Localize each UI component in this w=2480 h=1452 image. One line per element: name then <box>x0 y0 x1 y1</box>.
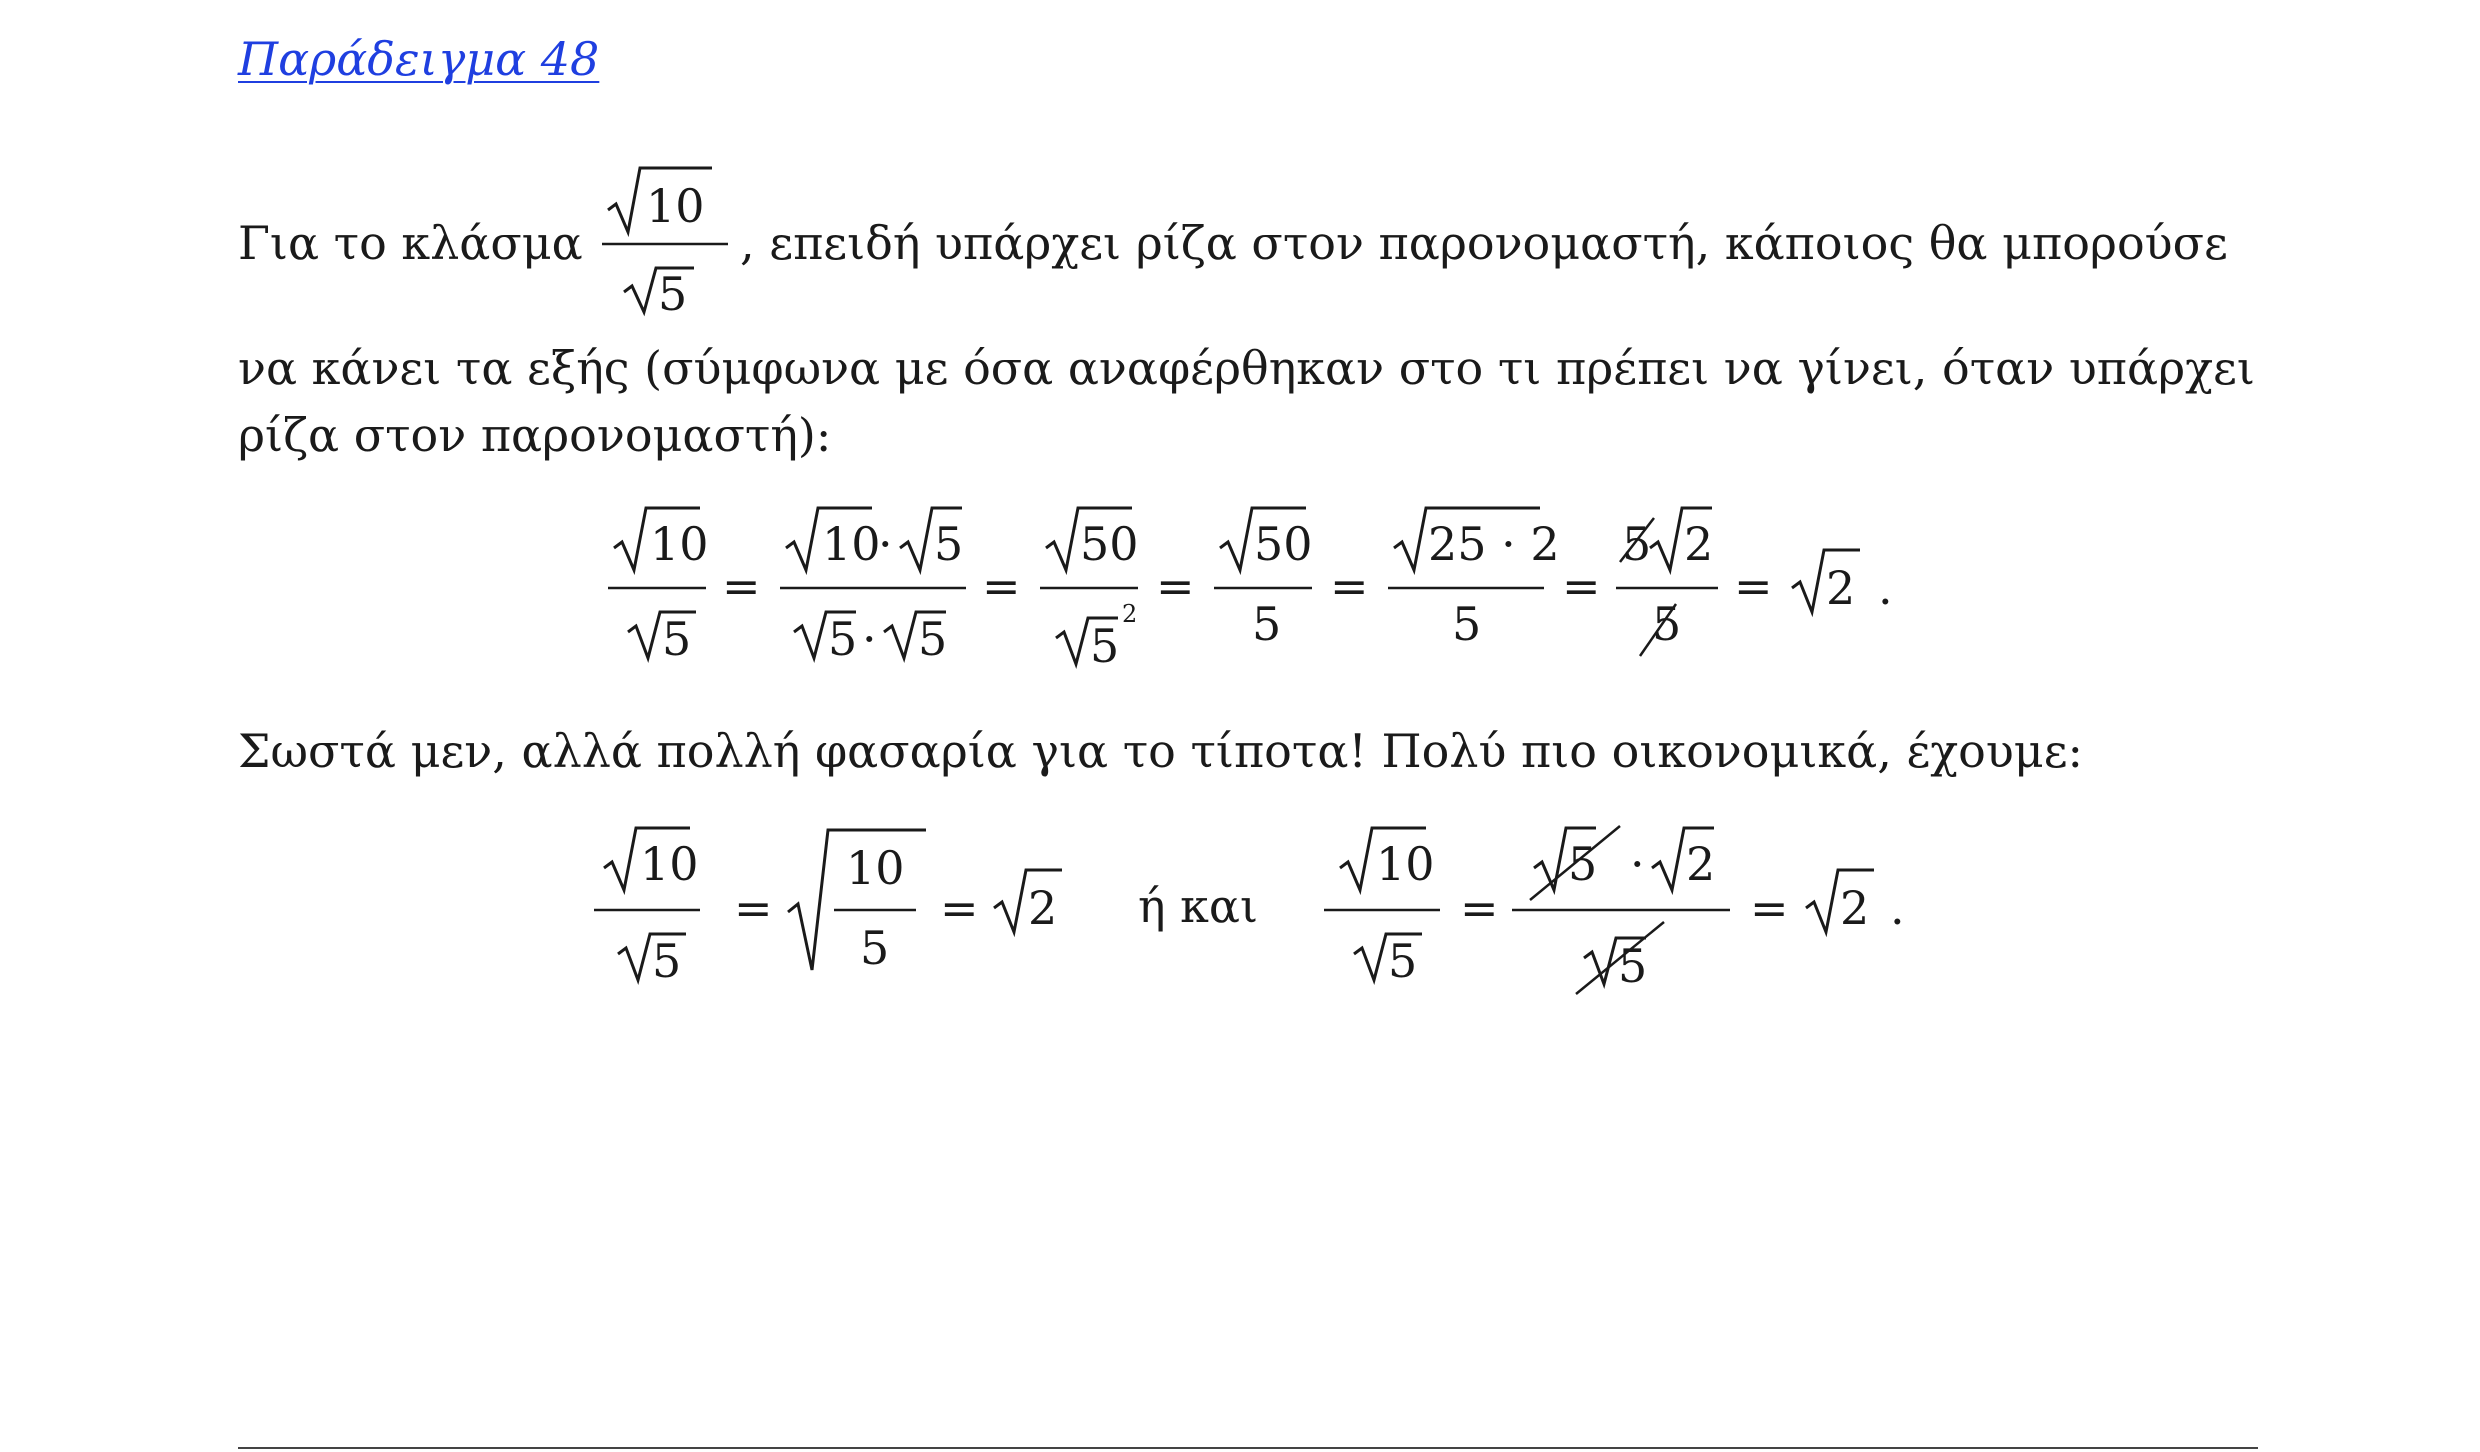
eq2-equals-3: = <box>1460 881 1499 935</box>
eq2-num-3dot: · <box>1630 837 1645 891</box>
eq2-num-2: 10 <box>1376 837 1435 891</box>
eq2-result-2: 2 <box>1840 881 1870 935</box>
eq2-num-3b: 2 <box>1686 837 1716 891</box>
eq2-num-1: 10 <box>640 837 699 891</box>
eq1-num-6-cancelled: 5 <box>1622 517 1652 571</box>
inline-fraction <box>590 160 740 320</box>
eq1-num-2a: 10 <box>822 517 881 571</box>
eq2-equals-1: = <box>734 881 773 935</box>
eq1-den-4: 5 <box>1252 597 1282 651</box>
inline-fraction-numerator: 10 <box>646 179 705 233</box>
eq2-fraction-2 <box>1324 828 1440 988</box>
eq1-equals-3: = <box>1156 559 1195 613</box>
eq1-den-6-cancelled: 5 <box>1652 597 1682 651</box>
equation-chain-1 <box>600 500 1900 680</box>
eq1-num-6-root: 2 <box>1684 517 1714 571</box>
eq2-equals-4: = <box>1750 881 1789 935</box>
eq1-num-2dot: · <box>878 517 893 571</box>
eq1-equals-5: = <box>1562 559 1601 613</box>
eq2-inner-num: 10 <box>846 841 905 895</box>
eq2-fraction-1 <box>594 828 700 988</box>
eq1-num-2b: 5 <box>934 517 964 571</box>
eq1-den-5: 5 <box>1452 597 1482 651</box>
eq2-period: . <box>1890 881 1905 935</box>
eq2-den-3-cancelled: 5 <box>1618 939 1648 993</box>
eq1-fraction-5 <box>1388 508 1560 651</box>
eq2-num-3a-cancelled: 5 <box>1568 837 1598 891</box>
eq1-den-2dot: · <box>862 612 877 666</box>
eq1-den-1: 5 <box>662 612 692 666</box>
eq1-period: . <box>1878 561 1893 615</box>
eq2-den-2: 5 <box>1388 934 1418 988</box>
eq2-result-1: 2 <box>1028 881 1058 935</box>
eq1-fraction-4 <box>1214 508 1313 651</box>
eq1-equals-4: = <box>1330 559 1369 613</box>
eq1-den-2b: 5 <box>918 612 948 666</box>
page-bottom-rule <box>238 1447 2258 1449</box>
eq2-big-root <box>788 830 926 975</box>
eq1-fraction-1 <box>608 508 709 666</box>
eq1-num-1: 10 <box>650 517 709 571</box>
intro-text-line2: να κάνει τα εξής (σύμφωνα με όσα αναφέρθηκαν στο τι πρέπει να γίνει, όταν υπάρχει <box>238 341 2255 395</box>
eq2-equals-2: = <box>940 881 979 935</box>
eq2-conjunction: ή και <box>1138 879 1259 933</box>
eq1-den-3-exponent: 2 <box>1122 600 1138 628</box>
eq2-inner-den: 5 <box>860 921 890 975</box>
sentence-2: Σωστά μεν, αλλά πολλή φασαρία για το τίποτα! Πολύ πιο οικονομικά, έχουμε: <box>238 724 2084 778</box>
equation-chain-2 <box>590 820 1930 1010</box>
eq1-equals-6: = <box>1734 559 1773 613</box>
eq1-equals-1: = <box>722 559 761 613</box>
example-heading-link[interactable]: Παράδειγμα 48 <box>238 32 600 86</box>
eq2-fraction-3 <box>1512 826 1730 994</box>
intro-text-after: , επειδή υπάρχει ρίζα στον παρονομαστή, κάποιος θα μπορούσε <box>740 216 2228 270</box>
eq1-num-3: 50 <box>1080 517 1139 571</box>
eq1-fraction-3 <box>1040 508 1139 673</box>
eq2-den-1: 5 <box>652 934 682 988</box>
eq1-num-4: 50 <box>1254 517 1313 571</box>
intro-text-before: Για το κλάσμα <box>238 216 583 270</box>
inline-fraction-denominator: 5 <box>658 267 688 321</box>
eq1-den-2a: 5 <box>828 612 858 666</box>
eq1-result: 2 <box>1826 561 1856 615</box>
eq1-den-3: 5 <box>1090 619 1120 673</box>
eq1-num-5: 25 · 2 <box>1428 517 1560 571</box>
eq1-fraction-2 <box>780 508 966 666</box>
eq1-fraction-6 <box>1616 508 1718 656</box>
eq1-equals-2: = <box>982 559 1021 613</box>
intro-text-line3: ρίζα στον παρονομαστή): <box>238 408 832 462</box>
